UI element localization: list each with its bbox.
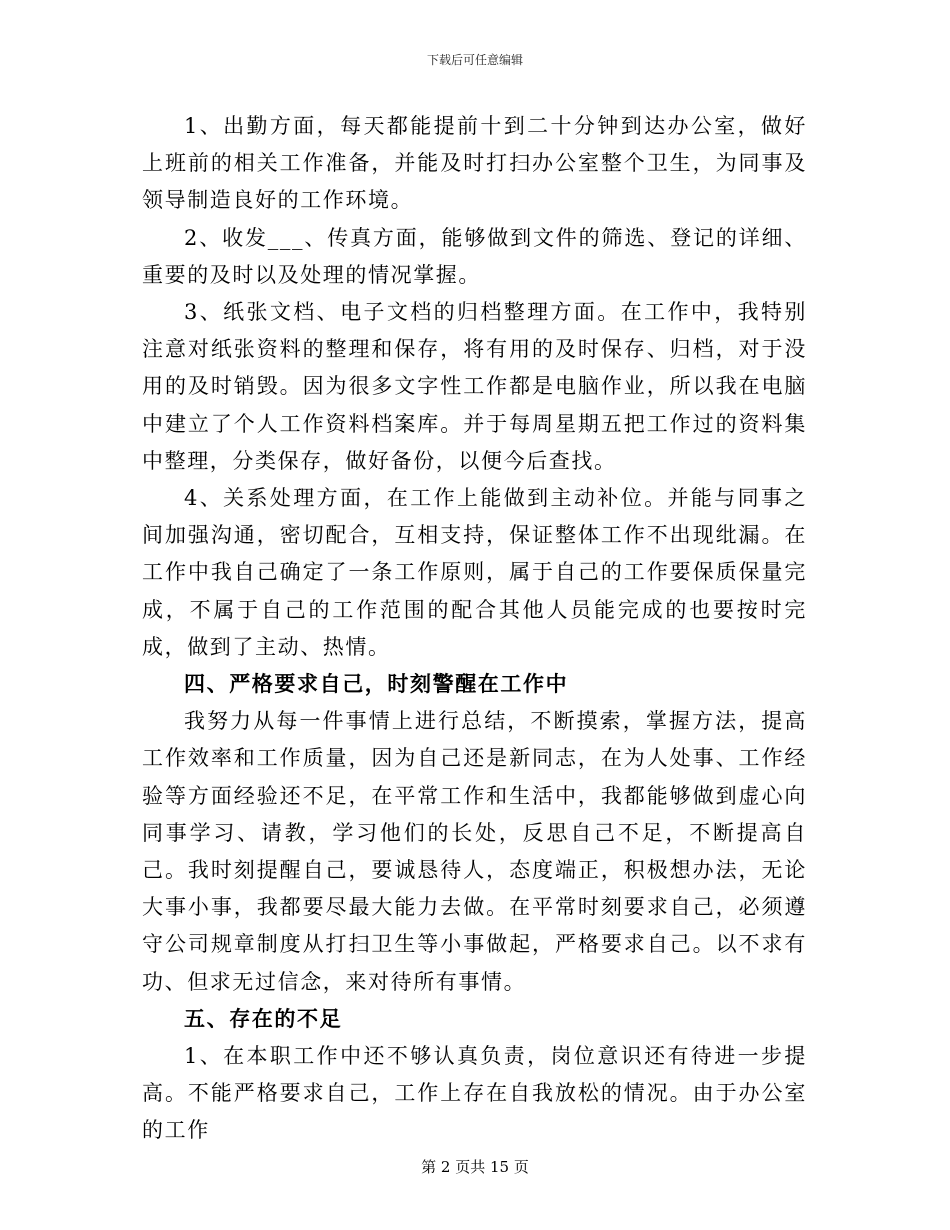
section-heading-strict-requirements: 四、严格要求自己，时刻警醒在工作中 xyxy=(184,672,569,697)
paragraph-archiving: 3、纸张文档、电子文档的归档整理方面。在工作中，我特别注意对纸张资料的整理和保存，将有用的及时保存、归档，对于没用的及时销毁。因为很多文字性工作都是电脑作业，所以我在电脑中建立了个人工作资料档案库。并于每周星期五把工作过的资料集中整理，分类保存，做好备份，以便今后查找。 xyxy=(142,300,807,473)
paragraph-attendance: 1、出勤方面，每天都能提前十到二十分钟到达办公室，做好上班前的相关工作准备，并能及时打扫办公室整个卫生，为同事及领导制造良好的工作环境。 xyxy=(142,114,807,213)
section-heading-shortcomings: 五、存在的不足 xyxy=(184,1006,343,1031)
paragraph-document-handling: 2、收发___、传真方面，能够做到文件的筛选、登记的详细、重要的及时以及处理的情况掌握。 xyxy=(142,225,807,287)
paragraph-relations: 4、关系处理方面，在工作上能做到主动补位。并能与同事之间加强沟通，密切配合，互相支持，保证整体工作不出现纰漏。在工作中我自己确定了一条工作原则，属于自己的工作要保质保量完成，不属于自己的工作范围的配合其他人员能完成的也要按时完成，做到了主动、热情。 xyxy=(142,486,807,659)
paragraph-self-improvement: 我努力从每一件事情上进行总结，不断摸索，掌握方法，提高工作效率和工作质量，因为自己还是新同志，在为人处事、工作经验等方面经验还不足，在平常工作和生活中，我都能够做到虚心向同事学习、请教，学习他们的长处，反思自己不足，不断提高自己。我时刻提醒自己，要诚恳待人，态度端正，积极想办法，无论大事小事，我都要尽最大能力去做。在平常时刻要求自己，必须遵守公司规章制度从打扫卫生等小事做起，严格要求自己。以不求有功、但求无过信念，来对待所有事情。 xyxy=(142,709,807,994)
document-body xyxy=(142,108,807,1150)
paragraph-shortcoming-1: 1、在本职工作中还不够认真负责，岗位意识还有待进一步提高。不能严格要求自己，工作上存在自我放松的情况。由于办公室的工作 xyxy=(142,1044,807,1143)
page-number: 第 2 页共 15 页 xyxy=(421,1158,529,1176)
page-header-note: 下载后可任意编辑 xyxy=(426,53,523,67)
